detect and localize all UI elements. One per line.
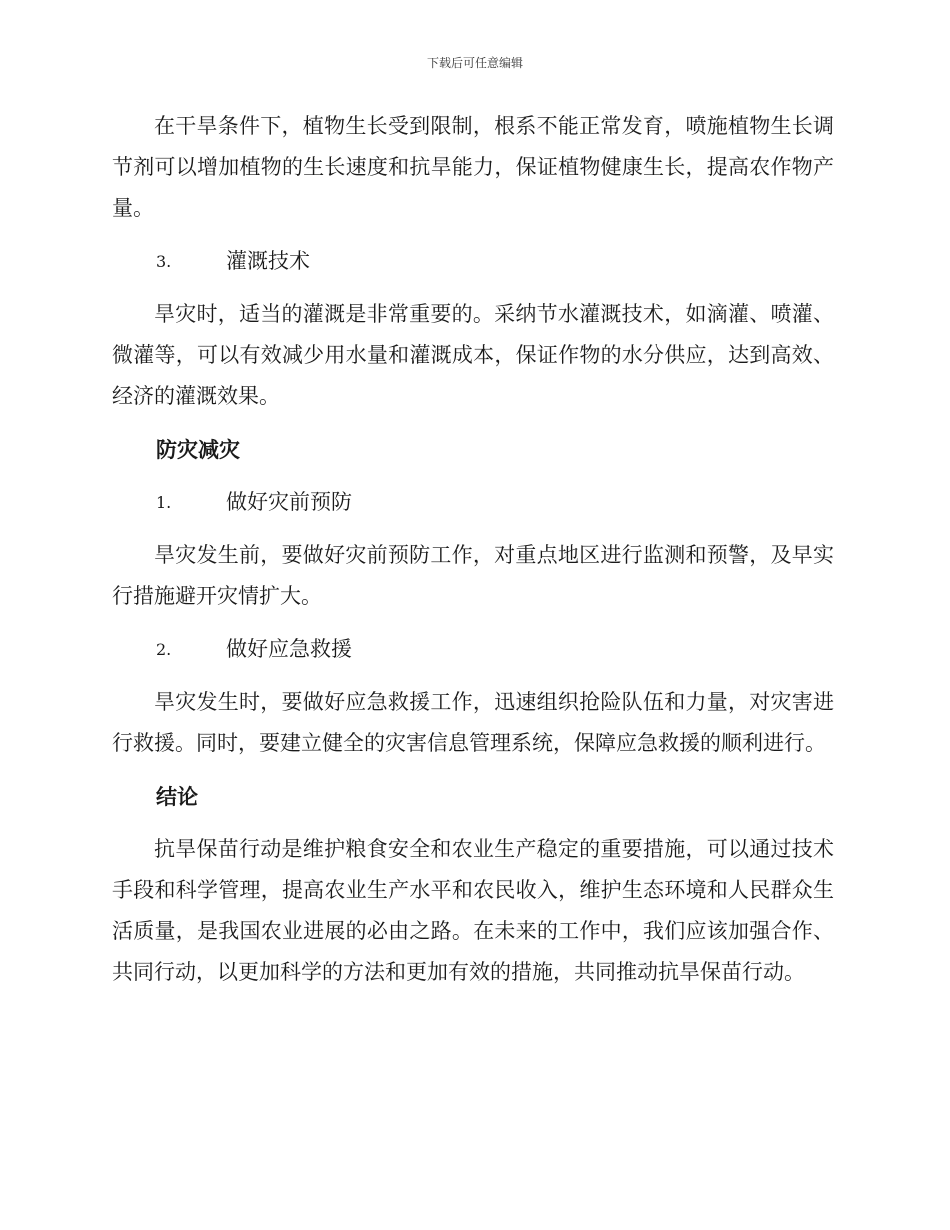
paragraph-plant-regulator: 在干旱条件下，植物生长受到限制，根系不能正常发育，喷施植物生长调节剂可以增加植物的生长速度和抗旱能力，保证植物健康生长，提高农作物产量。 [112,114,834,220]
section-heading-conclusion: 结论 [156,784,198,809]
list-item-irrigation [112,241,834,282]
paragraph-irrigation: 旱灾时，适当的灌溉是非常重要的。采纳节水灌溉技术，如滴灌、喷灌、微灌等，可以有效减少用水量和灌溉成本，保证作物的水分供应，达到高效、经济的灌溉效果。 [112,302,834,408]
paragraph-emergency: 旱灾发生时，要做好应急救援工作，迅速组织抢险队伍和力量，对灾害进行救援。同时，要建立健全的灾害信息管理系统，保障应急救援的顺利进行。 [112,690,834,755]
list-item-title: 做好灾前预防 [226,490,352,514]
document-body [112,106,834,1005]
list-item-title: 做好应急救援 [226,637,352,661]
list-number: 2. [156,640,172,659]
list-number: 3. [156,252,172,271]
paragraph-prevention: 旱灾发生前，要做好灾前预防工作，对重点地区进行监测和预警，及早实行措施避开灾情扩大。 [112,543,834,608]
paragraph-conclusion: 抗旱保苗行动是维护粮食安全和农业生产稳定的重要措施，可以通过技术手段和科学管理，提高农业生产水平和农民收入，维护生态环境和人民群众生活质量，是我国农业进展的必由之路。在未来的工作中，我们应该加强合作、共同行动，以更加科学的方法和更加有效的措施，共同推动抗旱保苗行动。 [112,837,834,984]
list-number: 1. [156,493,172,512]
list-item-prevention [112,482,834,523]
list-item-emergency [112,629,834,670]
section-heading-disaster-prevention: 防灾减灾 [156,437,240,462]
list-item-title: 灌溉技术 [226,249,310,273]
page-header: 下载后可任意编辑 [426,56,523,70]
